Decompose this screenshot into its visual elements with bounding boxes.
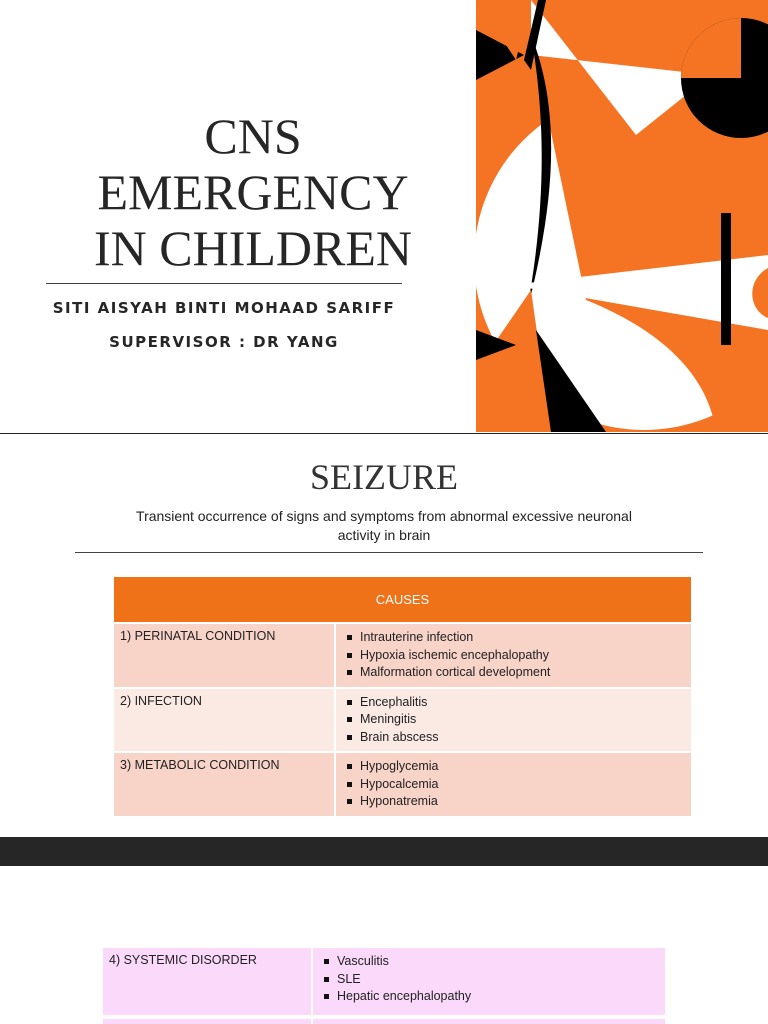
condition-cell: 4) SYSTEMIC DISORDER (103, 948, 312, 1017)
title-line: EMERGENCY (97, 164, 409, 220)
abstract-geometric-artwork-icon (476, 0, 768, 432)
items-cell (335, 688, 691, 753)
seizure-causes-continued-slide (0, 866, 768, 1024)
list-item: Intrauterine infection (342, 629, 685, 647)
title-line: IN CHILDREN (93, 220, 413, 276)
table-header: CAUSES (114, 577, 691, 623)
list-item: Hyponatremia (342, 793, 685, 811)
list-item: SLE (319, 971, 659, 989)
cause-list (342, 629, 685, 682)
causes-table-continued (103, 948, 665, 1024)
list-item: Hypoxia ischemic encephalopathy (342, 647, 685, 665)
list-item: Vasculitis (319, 953, 659, 971)
table-row-cut-off (103, 1017, 665, 1024)
items-cell (312, 948, 665, 1017)
condition-cell: 2) INFECTION (114, 688, 335, 753)
table-row (114, 688, 691, 753)
cause-list (342, 758, 685, 811)
condition-cell: 3) METABOLIC CONDITION (114, 752, 335, 816)
slide-separator-bar (0, 837, 768, 866)
title-divider (75, 552, 703, 553)
cause-list (319, 953, 659, 1006)
slide-subtitle: Transient occurrence of signs and symptoms from abnormal excessive neuronal activity in brain (136, 508, 632, 543)
presentation-title (46, 108, 460, 276)
table-header-row (114, 577, 691, 623)
seizure-slide (0, 433, 768, 837)
table-row (114, 623, 691, 688)
list-item: Meningitis (342, 711, 685, 729)
list-item: Hypoglycemia (342, 758, 685, 776)
supervisor-name: SUPERVISOR : DR YANG (109, 333, 339, 351)
author-name: SITI AISYAH BINTI MOHAAD SARIFF (52, 299, 396, 317)
table-row (103, 948, 665, 1017)
slide-title: SEIZURE (310, 457, 458, 497)
items-cell (335, 623, 691, 688)
condition-cell (103, 1017, 312, 1024)
list-item: Brain abscess (342, 729, 685, 747)
causes-table (114, 577, 691, 816)
list-item: Malformation cortical development (342, 664, 685, 682)
list-item: Encephalitis (342, 694, 685, 712)
list-item: Hepatic encephalopathy (319, 988, 659, 1006)
list-item: Hypocalcemia (342, 776, 685, 794)
title-divider (46, 283, 402, 284)
items-cell (335, 752, 691, 816)
items-cell (312, 1017, 665, 1024)
title-slide (0, 0, 768, 432)
title-line: CNS (204, 108, 302, 164)
table-row (114, 752, 691, 816)
condition-cell: 1) PERINATAL CONDITION (114, 623, 335, 688)
cause-list (342, 694, 685, 747)
